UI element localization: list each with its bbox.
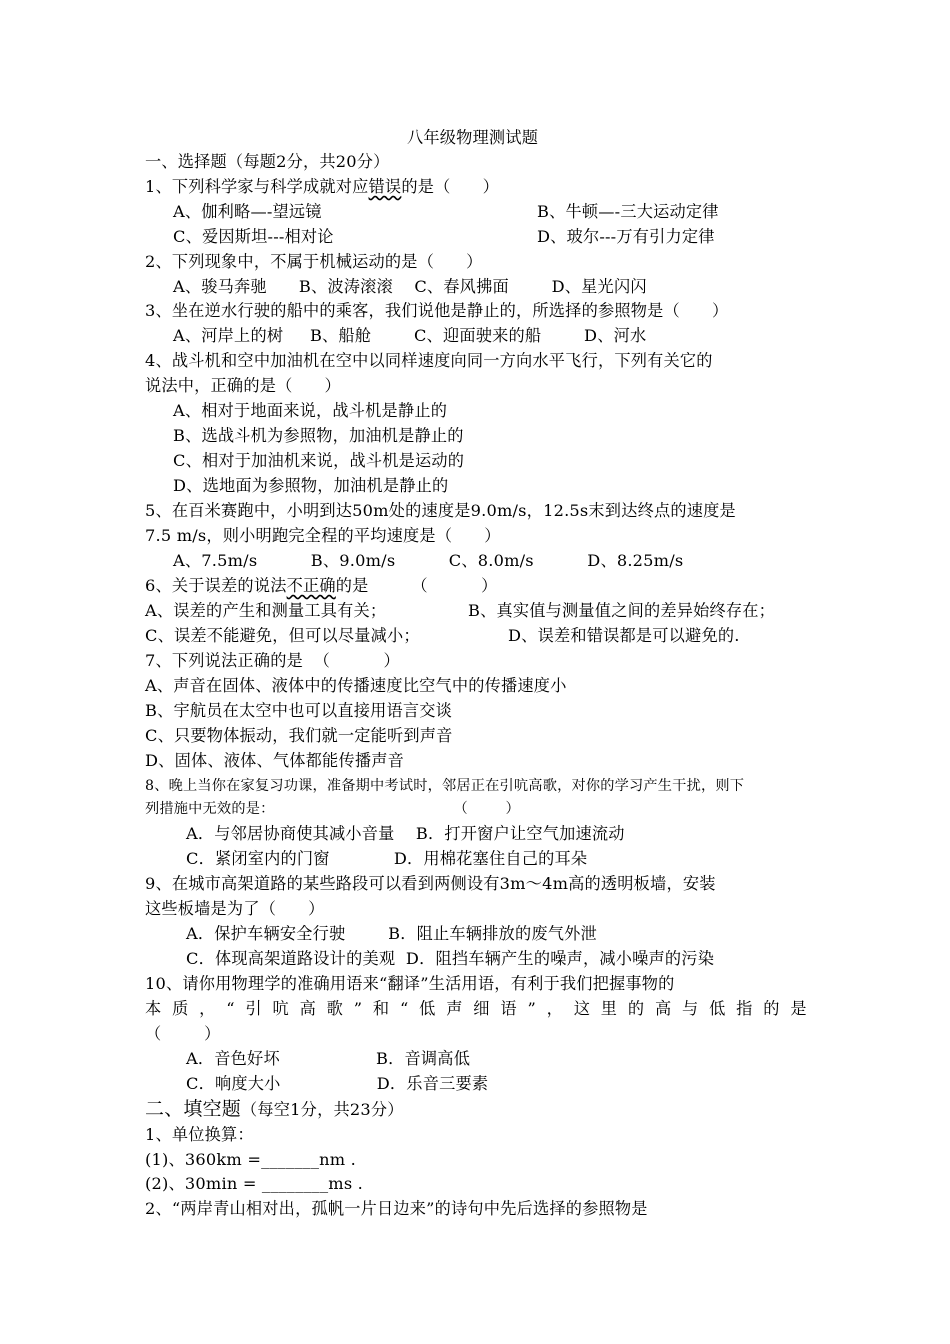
f1-part-2: (2)、30min = ________ms . [145, 1174, 364, 1193]
q6-emphasis-mark: 不正确 [286, 576, 336, 595]
q1-stem: 1、下列科学家与科学成就对应错误的是（ ） [145, 177, 499, 196]
q5-options: A、7.5m/s B、9.0m/s C、8.0m/s D、8.25m/s [173, 551, 684, 570]
q7-option-d: D、固体、液体、气体都能传播声音 [145, 751, 404, 770]
q9-stem-line1: 9、在城市高架道路的某些路段可以看到两侧设有3m～4m高的透明板墙，安装 [145, 874, 716, 893]
q7-option-c: C、只要物体振动，我们就一定能听到声音 [145, 726, 453, 745]
q7-option-b: B、宇航员在太空中也可以直接用语言交谈 [145, 701, 453, 720]
q1-option-b: B、牛顿—-三大运动定律 [537, 202, 719, 221]
q7-option-a: A、声音在固体、液体中的传播速度比空气中的传播速度小 [145, 676, 567, 695]
q4-stem-line1: 4、战斗机和空中加油机在空中以同样速度向同一方向水平飞行，下列有关它的 [145, 351, 713, 370]
q2-stem: 2、下列现象中，不属于机械运动的是（ ） [145, 252, 483, 271]
f1-answer-blank-2: ________ [261, 1174, 329, 1193]
q4-stem-line2: 说法中，正确的是（ ） [145, 376, 341, 395]
q6-option-a: A、误差的产生和测量工具有关； [145, 601, 387, 620]
q10-options-ab: A．音色好坏 B．音调高低 [186, 1049, 471, 1068]
q5-stem-line2: 7.5 m/s，则小明跑完全程的平均速度是（ ） [145, 526, 501, 545]
q6-option-c: C、误差不能避免，但可以尽量减小； [145, 626, 420, 645]
q6-stem: 6、关于误差的说法不正确的是 （ ） [145, 576, 498, 595]
q2-options: A、骏马奔驰 B、波涛滚滚 C、春风拂面 D、星光闪闪 [173, 277, 647, 296]
q10-stem-line3: （ ） [145, 1024, 221, 1043]
q6-option-d: D、误差和错误都是可以避免的. [508, 626, 740, 645]
q1-option-a: A、伽利略—-望远镜 [173, 202, 322, 221]
q8-stem-line1: 8、晚上当你在家复习功课，准备期中考试时，邻居正在引吭高歌，对你的学习产生干扰，则下 [145, 778, 745, 794]
q8-options-ab: A．与邻居协商使其减小音量 B．打开窗户让空气加速流动 [186, 824, 625, 843]
f1-stem: 1、单位换算： [145, 1125, 254, 1144]
q1-option-d: D、玻尔---万有引力定律 [537, 227, 715, 246]
q1-option-c: C、爱因斯坦---相对论 [173, 227, 334, 246]
q9-options-ab: A．保护车辆安全行驶 B．阻止车辆排放的废气外泄 [186, 924, 597, 943]
f1-answer-blank-1: _______ [261, 1150, 320, 1169]
q7-stem: 7、下列说法正确的是 （ ） [145, 651, 400, 670]
q8-stem-line2: 列措施中无效的是： （ ） [145, 801, 520, 817]
q3-stem: 3、坐在逆水行驶的船中的乘客，我们说他是静止的，所选择的参照物是（ ） [145, 301, 729, 320]
q4-option-d: D、选地面为参照物，加油机是静止的 [173, 476, 449, 495]
section-2-heading: 二、填空题（每空1分，共23分） [145, 1098, 404, 1120]
q9-options-cd: C．体现高架道路设计的美观 D．阻挡车辆产生的噪声，减小噪声的污染 [186, 949, 715, 968]
f1-part-1: (1)、360km =_______nm . [145, 1150, 357, 1169]
q4-option-b: B、选战斗机为参照物，加油机是静止的 [173, 426, 464, 445]
q10-stem-line1: 10、请你用物理学的准确用语来“翻译”生活用语，有利于我们把握事物的 [145, 974, 675, 993]
q3-options: A、河岸上的树 B、船舱 C、迎面驶来的船 D、河水 [173, 326, 647, 345]
q10-options-cd: C．响度大小 D．乐音三要素 [186, 1074, 489, 1093]
q6-option-b: B、真实值与测量值之间的差异始终存在； [468, 601, 776, 620]
section-1-heading: 一、选择题（每题2分，共20分） [145, 152, 390, 171]
q8-options-cd: C．紧闭室内的门窗 D．用棉花塞住自己的耳朵 [186, 849, 588, 868]
q10-stem-line2: 本 质 ， “ 引 吭 高 歌 ” 和 “ 低 声 细 语 ” ， 这 里 的 高 与 低 指 的 是 [145, 999, 807, 1018]
q9-stem-line2: 这些板墙是为了（ ） [145, 899, 325, 918]
q1-emphasis-mark: 错误 [368, 177, 402, 196]
q5-stem-line1: 5、在百米赛跑中，小明到达50m处的速度是9.0m/s，12.5s末到达终点的速度是 [145, 501, 736, 520]
page-title: 八年级物理测试题 [407, 128, 539, 147]
q4-option-a: A、相对于地面来说，战斗机是静止的 [173, 401, 448, 420]
q4-option-c: C、相对于加油机来说，战斗机是运动的 [173, 451, 465, 470]
f2-stem: 2、“两岸青山相对出，孤帆一片日边来”的诗句中先后选择的参照物是 [145, 1199, 648, 1218]
